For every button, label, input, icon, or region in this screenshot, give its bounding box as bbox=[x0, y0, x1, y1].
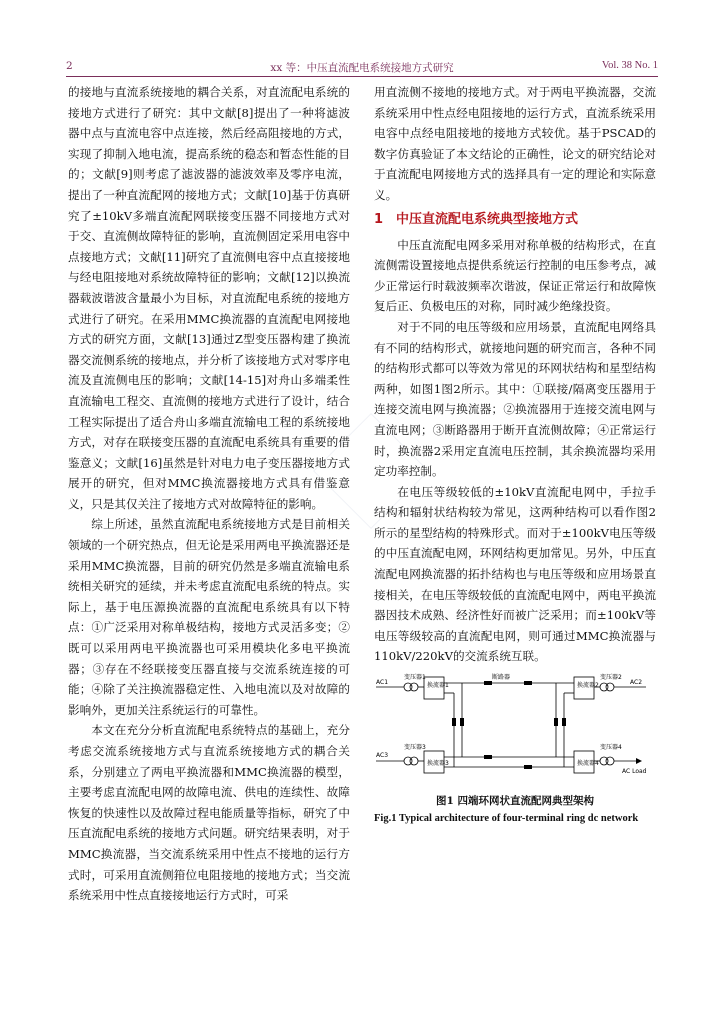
label-converter2: 换流器2 bbox=[577, 682, 599, 690]
section-heading: 1 中压直流配电系统典型接地方式 bbox=[374, 211, 579, 227]
label-transformer4: 变压器4 bbox=[600, 744, 622, 752]
label-ac1: AC1 bbox=[376, 679, 389, 687]
paragraph: 对于不同的电压等级和应用场景，直流配电网络具有不同的结构形式，就接地问题的研究而言，各种不同的结构形式都可以等效为常见的环网状结构和星型结构两种，如图1图2所示。其中：①联接/隔离变压器用于连接交流电网与换流器；②换流器用于连接交流电网与直流电网；③断路器用于断开直流侧故障；④正常运行时，换流器2采用定直流电压控制，其余换流器均采用定功率控制。 bbox=[374, 319, 656, 479]
label-converter4: 换流器4 bbox=[577, 760, 599, 768]
running-header bbox=[66, 58, 658, 77]
label-ac3: AC3 bbox=[376, 752, 389, 760]
figure-caption-cn: 图1 四端环网状直流配网典型架构 bbox=[436, 795, 594, 808]
running-title: xx 等：中压直流配电系统接地方式研究 bbox=[270, 62, 454, 74]
label-transformer2: 变压器2 bbox=[600, 674, 622, 682]
paragraph: 本文在充分分析直流配电系统特点的基础上，充分考虑交流系统接地方式与直流系统接地方式的耦合关系，分别建立了两电平换流器和MMC换流器的模型，主要考虑直流配电网的故障电流、供电的连续性、故障恢复的快速性以及故障过程电能质量等指标，研究了中压直流配电系统的接地方式问题。研究结果表明，对于MMC换流器，当交流系统采用中性点不接地的运行方式时，可采用直流侧箝位电阻接地的接地方式；当交流系统采用中性点直接接地运行方式时，可采 bbox=[68, 723, 350, 903]
label-converter1: 换流器1 bbox=[427, 682, 449, 690]
label-transformer3: 变压器3 bbox=[404, 744, 426, 752]
paragraph: 综上所述，虽然直流配电系统接地方式是目前相关领域的一个研究热点，但无论是采用两电平换流器还是采用MMC换流器，目前的研究仍然是多端直流输电系统相关研究的延续，并未考虑直流配电系统的特点。实际上，基于电压源换流器的直流配电系统具有以下特点：①广泛采用对称单极结构，接地方式灵活多变；②既可以采用两电平换流器也可采用模块化多电平换流器；③存在不经联接变压器直接与交流系统连接的可能；④除了关注换流器稳定性、入地电流以及对故障的影响外，更加关注系统运行的可靠性。 bbox=[68, 517, 350, 717]
volume-label: Vol. 38 No. 1 bbox=[601, 60, 658, 71]
label-ac2: AC2 bbox=[630, 679, 643, 687]
label-breaker: 断路器 bbox=[492, 674, 511, 682]
label-transformer1: 变压器1 bbox=[404, 674, 426, 682]
paragraph: 在电压等级较低的±10kV直流配电网中，手拉手结构和辐射状结构较为常见，这两种结构可以看作图2所示的星型结构的特殊形式。而对于±100kV电压等级的中压直流配电网，环网结构更加常见。另外，中压直流配电网换流器的拓扑结构也与电压等级和应用场景直接相关，在电压等级较低的直流配电网中，两电平换流器因技术成熟、经济性好而被广泛采用；而±100kV等电压等级较高的直流配电网，则可通过MMC换流器与110kV/220kV的交流系统互联。 bbox=[374, 484, 656, 664]
right-column bbox=[374, 82, 656, 827]
figure-1 bbox=[374, 673, 656, 827]
paragraph: 用直流侧不接地的接地方式。对于两电平换流器，交流系统采用中性点经电阻接地的运行方式，直流系统采用电容中点经电阻接地的接地方式较优。基于PSCAD的数字仿真验证了本文结论的正确性，论文的研究结论对于直流配电网接地方式的选择具有一定的理论和实际意义。 bbox=[374, 85, 656, 202]
paragraph: 的接地与直流系统接地的耦合关系，对直流配电系统的接地方式进行了研究：其中文献[8]提出了一种将滤波器中点与直流电容中点连接，然后经高阻接地的方式，实现了抑制入地电流，提高系统的稳态和暂态性能的目的；文献[9]则考虑了滤波器的滤波效率及零序电流，提出了一种直流配网的接地方式；文献[10]基于仿真研究了±10kV多端直流配网联接变压器不同接地方式对于交、直流侧故障特征的影响，直流侧固定采用电容中点接地方式；文献[11]研究了直流侧电容中点直接接地与经电阻接地对系统故障特征的影响；文献[12]以换流器载波谐波含量最小为目标，对直流配电系统的接地方式进行了研究。在采用MMC换流器的直流配电网接地方式的研究方面，文献[13]通过Z型变压器构建了换流器交流侧系统的接地点，并分析了该接地方式对零序电流及直流侧电压的影响；文献[14-15]对舟山多端柔性直流输电工程交、直流侧的接地方式进行了设计，结合工程实际提出了适合舟山多端直流输电工程的系统接地方式，对存在联接变压器的直流配电系统具有重要的借鉴意义；文献[16]虽然是针对电力电子变压器接地方式展开的研究，但对MMC换流器接地方式具有借鉴意义，只是其仅关注了接地方式对故障特征的影响。 bbox=[68, 85, 350, 511]
left-column bbox=[68, 82, 350, 906]
label-converter3: 换流器3 bbox=[427, 760, 449, 768]
label-ac-load: AC Load bbox=[622, 768, 647, 776]
paragraph: 中压直流配电网多采用对称单极的结构形式，在直流侧需设置接地点提供系统运行控制的电压参考点，减少正常运行时载波频率次谐波，保证正常运行和故障恢复后正、负极电压的对称，同时减少绝缘投资。 bbox=[374, 237, 656, 314]
ring-network-diagram bbox=[374, 673, 656, 791]
page-number: 2 bbox=[66, 60, 73, 72]
figure-caption-en: Fig.1 Typical architecture of four-terminal ring dc network bbox=[374, 813, 639, 825]
